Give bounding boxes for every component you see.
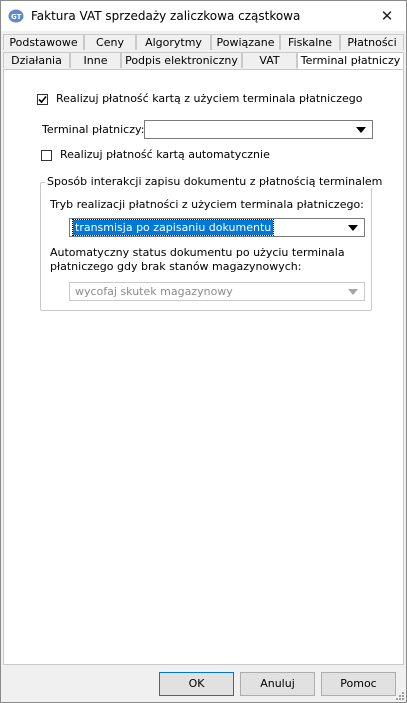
tab-vat[interactable]: VAT [242, 52, 297, 68]
svg-text:GT: GT [11, 13, 22, 21]
tab-algorytmy[interactable]: Algorytmy [136, 34, 211, 50]
status-select-value: wycofaj skutek magazynowy [75, 285, 233, 298]
auto-card-label: Realizuj płatność kartą automatycznie [60, 148, 270, 161]
terminal-label: Terminal płatniczy: [42, 123, 145, 136]
tab-panel-terminal [3, 69, 404, 665]
tab-powiazane[interactable]: Powiązane [211, 34, 280, 50]
tab-fiskalne[interactable]: Fiskalne [280, 34, 340, 50]
checkmark-icon [38, 95, 47, 104]
mode-label: Tryb realizacji płatności z użyciem terminala płatniczego: [50, 198, 364, 211]
tab-podpis-elektroniczny[interactable]: Podpis elektroniczny [121, 52, 242, 68]
interaction-groupbox [40, 175, 383, 311]
status-select [69, 282, 365, 301]
tab-platnosci[interactable]: Płatności [340, 34, 404, 50]
tab-inne[interactable]: Inne [70, 52, 121, 68]
window-title: Faktura VAT sprzedaży zaliczkowa cząstkowa [31, 9, 301, 23]
title-bar [1, 1, 406, 31]
tab-dzialania[interactable]: Działania [3, 52, 70, 68]
status-label-line2: płatniczego gdy brak stanów magazynowych: [50, 260, 302, 273]
button-bar [1, 665, 406, 702]
cancel-button[interactable]: Anuluj [240, 672, 315, 696]
tab-row-top [3, 34, 404, 51]
groupbox-legend: Sposób interakcji zapisu dokumentu z płatnością terminalem [47, 175, 383, 188]
mode-select[interactable] [69, 218, 365, 237]
use-terminal-checkbox[interactable] [37, 94, 48, 105]
mode-select-value: transmisja po zapisaniu dokumentu [75, 221, 272, 234]
tab-terminal-platniczy[interactable]: Terminal płatniczy [297, 52, 404, 70]
close-icon[interactable]: ✕ [380, 7, 394, 25]
chevron-down-icon [348, 289, 358, 295]
ok-button[interactable]: OK [159, 672, 234, 696]
chevron-down-icon [348, 225, 358, 231]
tab-ceny[interactable]: Ceny [84, 34, 136, 50]
tab-row-bottom [3, 52, 404, 69]
help-button[interactable]: Pomoc [321, 672, 396, 696]
app-logo-icon [8, 9, 24, 23]
auto-card-checkbox[interactable] [41, 150, 52, 161]
terminal-select[interactable] [144, 120, 373, 139]
resize-grip-icon[interactable] [394, 690, 404, 700]
tab-podstawowe[interactable]: Podstawowe [3, 34, 84, 50]
use-terminal-label: Realizuj płatność kartą z użyciem terminala płatniczego [56, 92, 363, 105]
chevron-down-icon [356, 127, 366, 133]
status-label-line1: Automatyczny status dokumentu po użyciu terminala [50, 246, 345, 259]
